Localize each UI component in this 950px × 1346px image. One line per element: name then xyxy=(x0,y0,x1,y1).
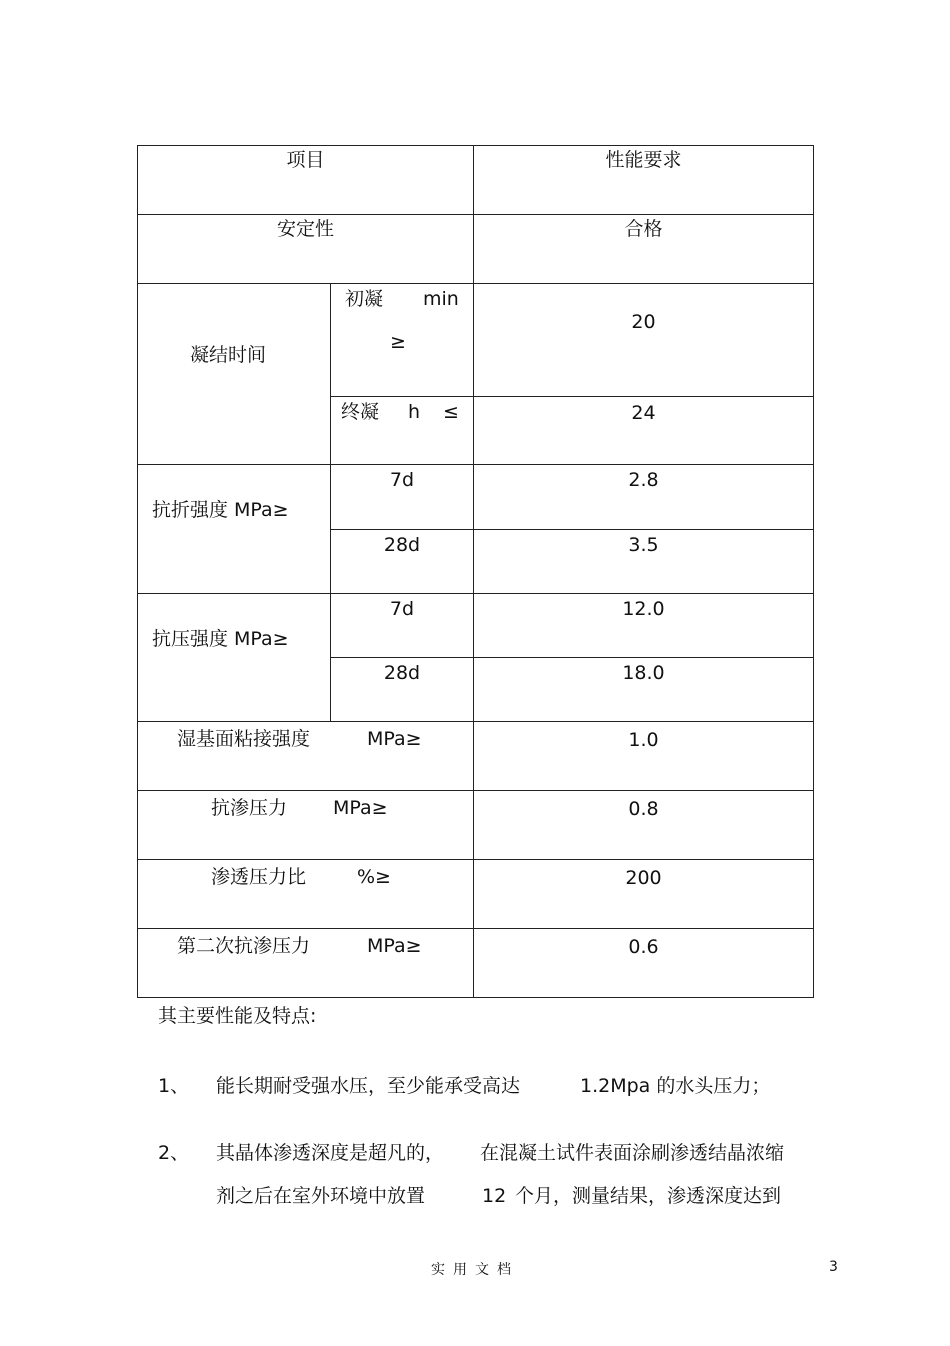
final-set-unit: h xyxy=(408,401,421,423)
list-item-2-text-cont: 在混凝土试件表面涂刷渗透结晶浓缩 xyxy=(480,1142,785,1164)
final-set-symbol: ≤ xyxy=(443,401,459,423)
bond-strength-value: 1.0 xyxy=(628,729,659,751)
list-number-2: 2、 xyxy=(158,1142,190,1164)
initial-set-value: 20 xyxy=(631,311,656,333)
pressure-ratio-value: 200 xyxy=(625,867,662,889)
header-item: 项目 xyxy=(286,149,325,171)
list-item-1-text-cont: 1.2Mpa 的水头压力； xyxy=(580,1075,771,1097)
impermeability-unit: MPa≥ xyxy=(333,797,388,819)
impermeability-label: 抗渗压力 xyxy=(211,797,288,819)
compressive-strength-label: 抗压强度 MPa≥ xyxy=(152,628,289,650)
initial-set-symbol: ≥ xyxy=(390,331,406,353)
second-impermeability-label: 第二次抗渗压力 xyxy=(177,935,311,957)
initial-set-name: 初凝 xyxy=(345,288,384,310)
flexural-strength-label: 抗折强度 MPa≥ xyxy=(152,499,289,521)
list-item-2-text: 其晶体渗透深度是超凡的， xyxy=(216,1142,445,1164)
second-impermeability-unit: MPa≥ xyxy=(367,935,422,957)
compressive-value-7d: 12.0 xyxy=(622,598,665,620)
compressive-value-28d: 18.0 xyxy=(622,662,665,684)
flexural-age-28d: 28d xyxy=(383,534,421,556)
second-impermeability-value: 0.6 xyxy=(628,936,659,958)
pressure-ratio-unit: %≥ xyxy=(357,866,391,888)
flexural-value-28d: 3.5 xyxy=(628,534,659,556)
footer-label: 实用文档 xyxy=(431,1262,519,1278)
list-number-1: 1、 xyxy=(158,1075,190,1097)
bond-strength-label: 湿基面粘接强度 xyxy=(177,728,311,750)
stability-label: 安定性 xyxy=(276,218,334,240)
features-intro: 其主要性能及特点: xyxy=(158,1005,317,1027)
list-item-2-months: 12 xyxy=(482,1185,507,1207)
list-item-2-line2: 剂之后在室外环境中放置 xyxy=(216,1185,426,1207)
list-item-2-line2-cont: 个月，测量结果，渗透深度达到 xyxy=(515,1185,782,1207)
header-requirement: 性能要求 xyxy=(605,149,682,171)
initial-set-unit: min xyxy=(423,288,459,310)
compressive-age-28d: 28d xyxy=(383,662,421,684)
impermeability-value: 0.8 xyxy=(628,798,659,820)
setting-time-label: 凝结时间 xyxy=(189,344,266,366)
compressive-age-7d: 7d xyxy=(389,598,415,620)
list-item-1-text: 能长期耐受强水压，至少能承受高达 xyxy=(216,1075,521,1097)
final-set-name: 终凝 xyxy=(341,401,380,423)
bond-strength-unit: MPa≥ xyxy=(367,728,422,750)
flexural-age-7d: 7d xyxy=(389,469,415,491)
page-number: 3 xyxy=(829,1259,838,1275)
pressure-ratio-label: 渗透压力比 xyxy=(211,866,307,888)
final-set-value: 24 xyxy=(631,402,656,424)
stability-value: 合格 xyxy=(624,218,663,240)
flexural-value-7d: 2.8 xyxy=(628,469,659,491)
